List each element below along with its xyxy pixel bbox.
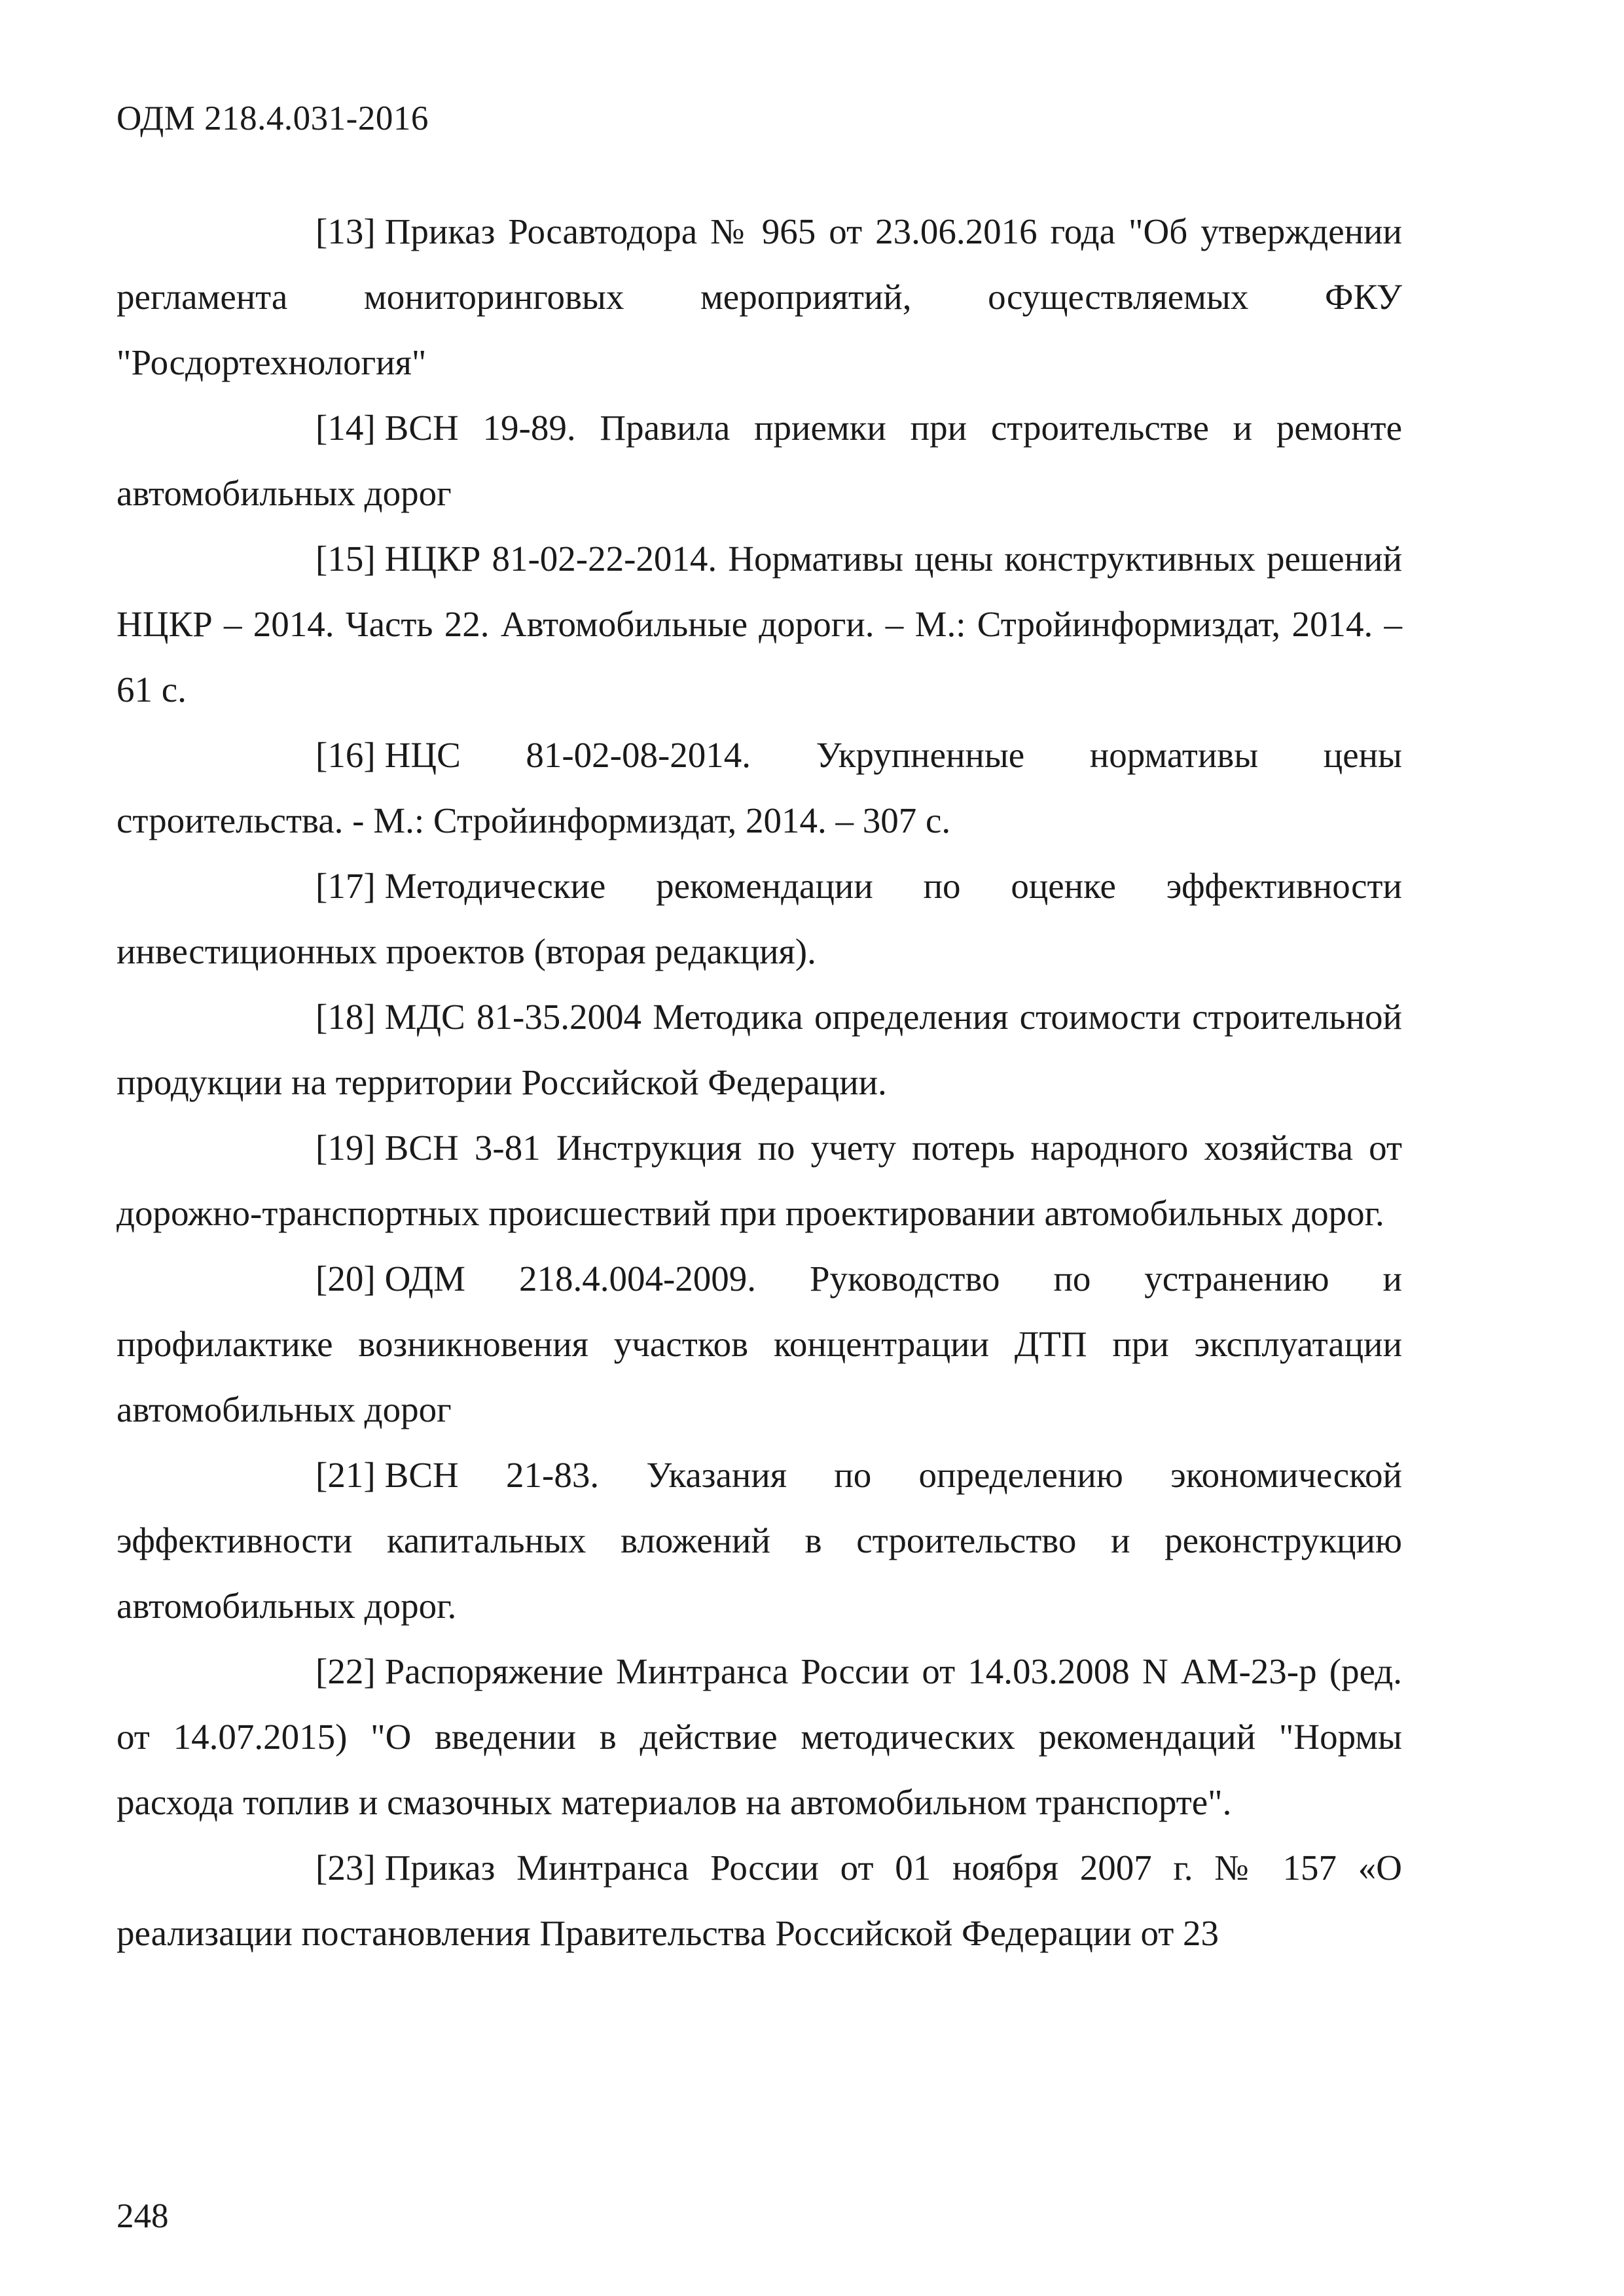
reference-text: ВСН 3-81 Инструкция по учету потерь народного хозяйства от дорожно-транспортных происшествий при проектировании автомобильных дорог.: [117, 1128, 1402, 1233]
reference-number: [16]: [316, 735, 376, 775]
reference-entry-17: [117, 853, 1402, 984]
reference-entry-22: [117, 1639, 1402, 1835]
reference-text: Распоряжение Минтранса России от 14.03.2008 N АМ-23-р (ред. от 14.07.2015) "О введении в действие методических рекомендаций "Нормы расхода топлив и смазочных материалов на автомобильном транспорте".: [117, 1651, 1402, 1822]
reference-list: [117, 199, 1402, 1966]
reference-number: [21]: [316, 1455, 376, 1495]
reference-text: МДС 81-35.2004 Методика определения стоимости строительной продукции на территории Российской Федерации.: [117, 997, 1402, 1102]
reference-entry-18: [117, 984, 1402, 1115]
reference-entry-15: [117, 526, 1402, 723]
reference-entry-20: [117, 1246, 1402, 1443]
reference-number: [14]: [316, 408, 376, 448]
reference-text: НЦКР 81-02-22-2014. Нормативы цены конструктивных решений НЦКР – 2014. Часть 22. Автомобильные дороги. – М.: Стройинформиздат, 2014. – 61 с.: [117, 539, 1402, 709]
reference-text: Приказ Росавтодора № 965 от 23.06.2016 года "Об утверждении регламента мониторинговых мероприятий, осуществляемых ФКУ "Росдортехнология": [117, 211, 1402, 382]
reference-entry-13: [117, 199, 1402, 395]
reference-number: [19]: [316, 1128, 376, 1168]
reference-number: [20]: [316, 1259, 376, 1299]
reference-text: Методические рекомендации по оценке эффективности инвестиционных проектов (вторая редакция).: [117, 866, 1402, 971]
reference-text: Приказ Минтранса России от 01 ноября 2007 г. № 157 «О реализации постановления Правительства Российской Федерации от 23: [117, 1848, 1402, 1953]
reference-number: [17]: [316, 866, 376, 906]
reference-number: [15]: [316, 539, 376, 579]
reference-text: ОДМ 218.4.004-2009. Руководство по устранению и профилактике возникновения участков концентрации ДТП при эксплуатации автомобильных дорог: [117, 1259, 1402, 1429]
reference-number: [23]: [316, 1848, 376, 1888]
reference-number: [18]: [316, 997, 376, 1037]
document-header: ОДМ 218.4.031-2016: [117, 99, 429, 137]
reference-text: ВСН 21-83. Указания по определению экономической эффективности капитальных вложений в строительство и реконструкцию автомобильных дорог.: [117, 1455, 1402, 1626]
reference-number: [22]: [316, 1651, 376, 1691]
reference-entry-16: [117, 723, 1402, 853]
reference-entry-21: [117, 1443, 1402, 1639]
reference-text: НЦС 81-02-08-2014. Укрупненные нормативы цены строительства. - М.: Стройинформиздат, 2014. – 307 с.: [117, 735, 1402, 840]
page-number: 248: [117, 2197, 169, 2235]
reference-entry-14: [117, 395, 1402, 526]
reference-text: ВСН 19-89. Правила приемки при строительстве и ремонте автомобильных дорог: [117, 408, 1402, 513]
reference-number: [13]: [316, 211, 376, 251]
reference-entry-23: [117, 1835, 1402, 1966]
reference-entry-19: [117, 1115, 1402, 1246]
